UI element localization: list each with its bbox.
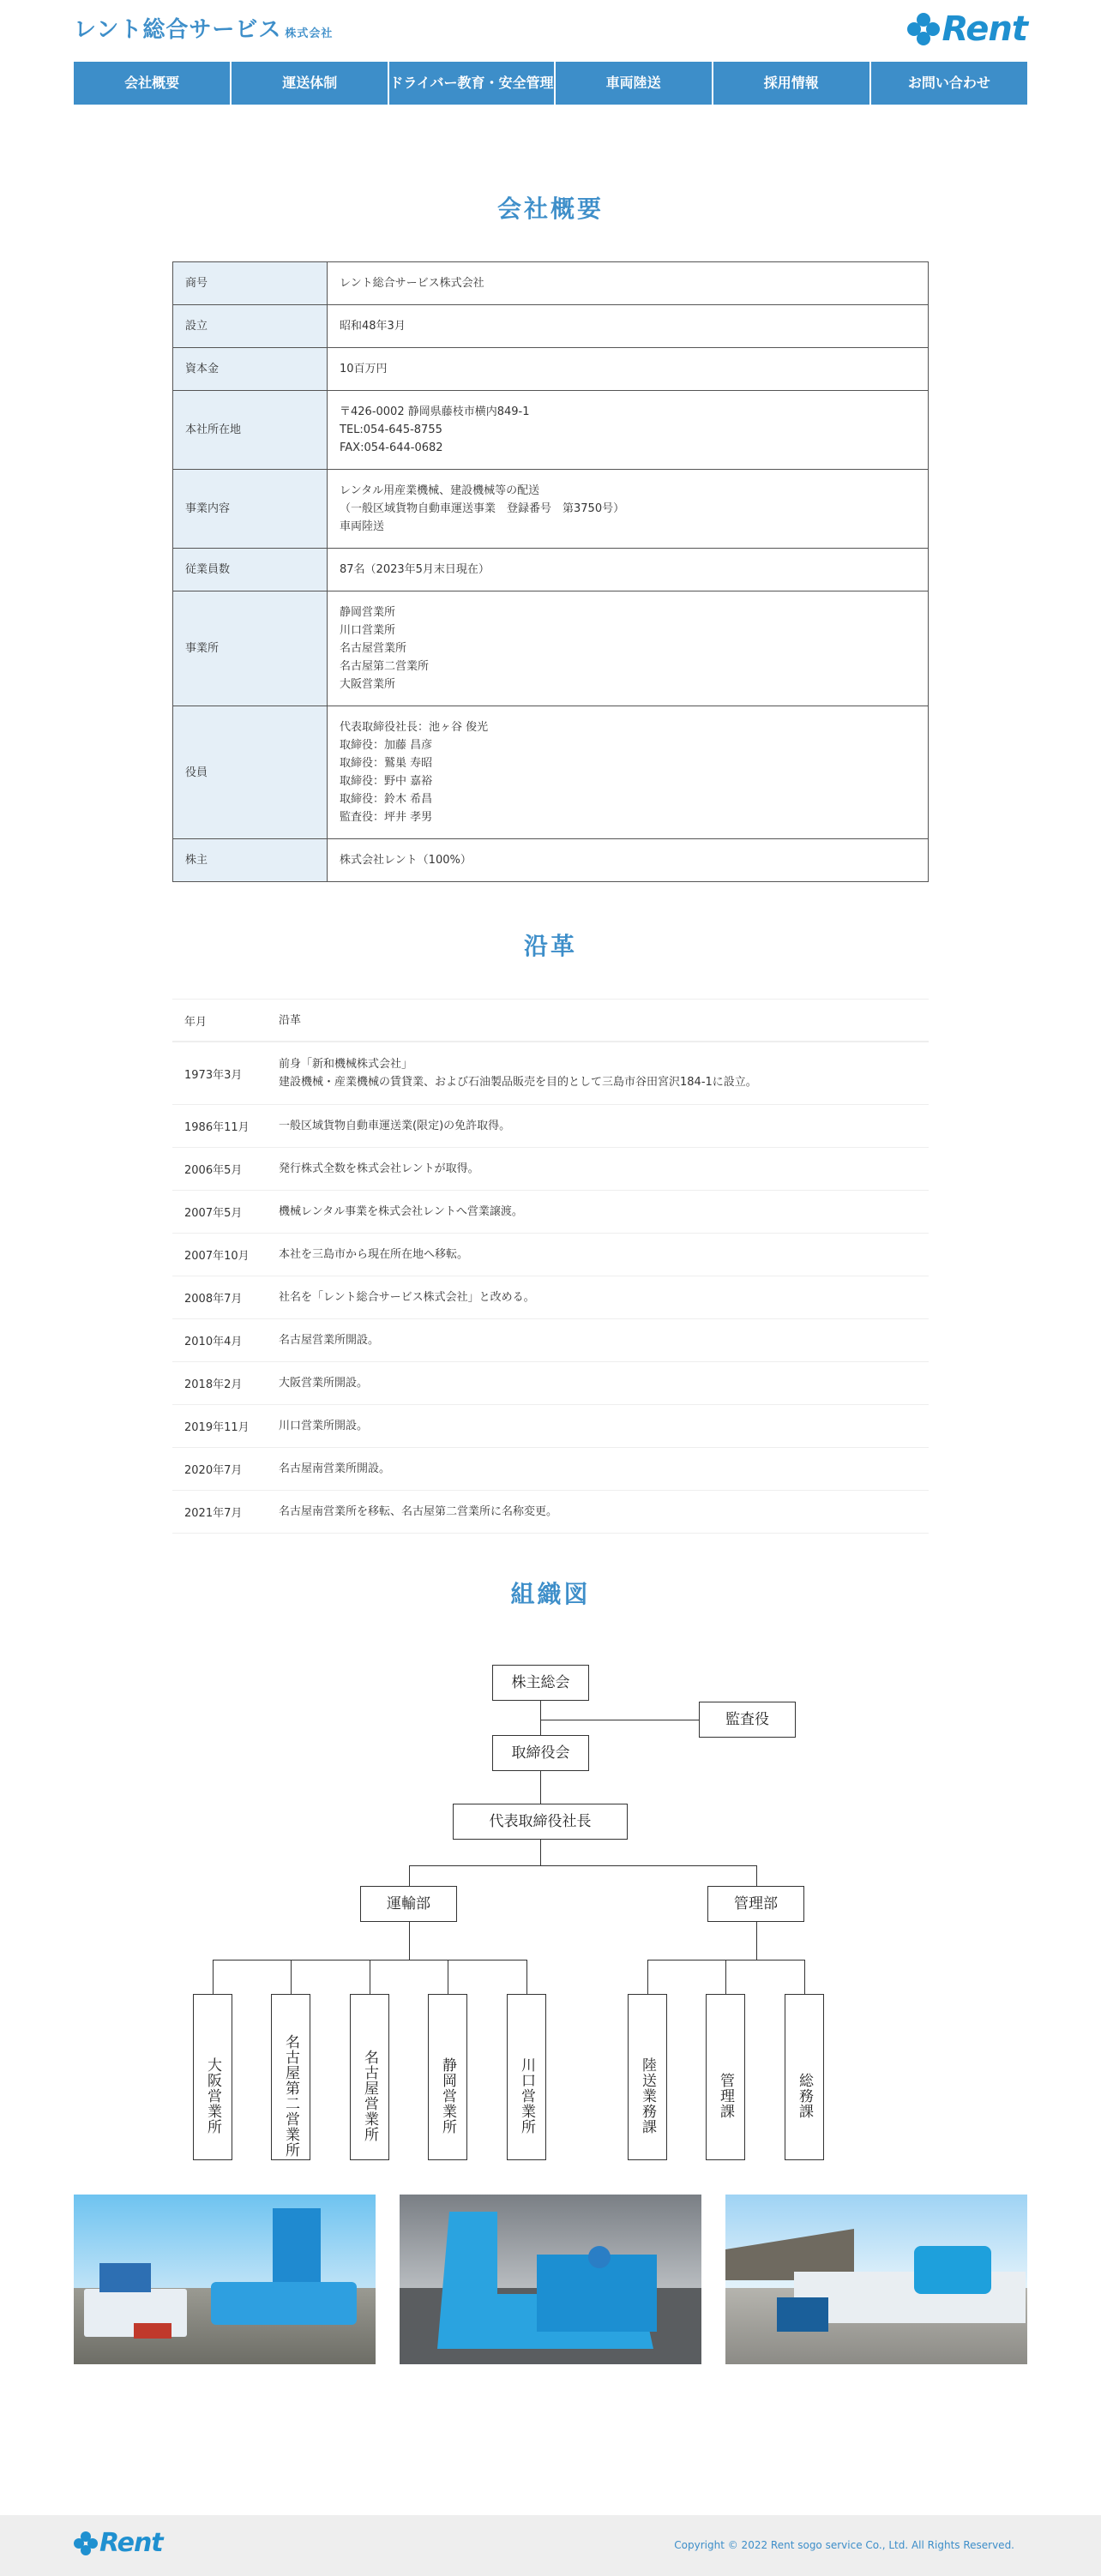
company-row-value-line: 名古屋第二営業所 <box>340 660 430 673</box>
rent-logo[interactable] <box>907 9 1027 49</box>
history-row <box>172 1191 929 1234</box>
company-row-label: 設立 <box>173 305 328 348</box>
company-row-value-line: 87名（2023年5月末日現在） <box>340 563 490 576</box>
company-table <box>172 261 929 882</box>
org-auditor-box: 監査役 <box>699 1702 796 1738</box>
company-row-label: 役員 <box>173 706 328 839</box>
company-row-value-line: 静岡営業所 <box>340 606 396 619</box>
footer-logo[interactable] <box>74 2528 163 2558</box>
history-date: 2010年4月 <box>184 1336 243 1348</box>
history-header-row <box>172 999 929 1042</box>
company-row-value-line: 車両陸送 <box>340 520 385 533</box>
company-row-value-line: 監査役：坪井 孝男 <box>340 811 433 824</box>
history-row <box>172 1105 929 1148</box>
history-date: 1973年3月 <box>184 1068 243 1082</box>
org-transport-dept-box: 運輸部 <box>360 1886 457 1922</box>
company-row-value <box>328 839 929 882</box>
company-row <box>173 391 929 470</box>
clover-logo-icon <box>907 13 940 45</box>
company-row-value-line: 名古屋営業所 <box>340 642 407 655</box>
company-row-value-line: 〒426-0002 静岡県藤枝市横内849-1 <box>340 405 530 418</box>
history-row <box>172 1042 929 1105</box>
history-text-line: 社名を「レント総合サービス株式会社」と改める。 <box>279 1291 535 1304</box>
history-date: 2007年5月 <box>184 1207 243 1220</box>
company-row <box>173 348 929 391</box>
photo-trailer-excavator <box>725 2195 1027 2364</box>
company-row-value-line: 昭和48年3月 <box>340 320 406 333</box>
org-unit-osaka: 大阪営業所 <box>193 1994 232 2160</box>
company-row-value-line: レント総合サービス株式会社 <box>340 277 484 290</box>
photo-gallery <box>74 2195 1027 2364</box>
company-row-value-line: 取締役：鈴木 希昌 <box>340 793 433 806</box>
nav-item-contact[interactable]: お問い合わせ <box>871 62 1027 105</box>
history-text <box>279 1160 929 1178</box>
org-unit-general-affairs-section: 総務課 <box>785 1994 824 2160</box>
main-nav <box>74 62 1027 105</box>
history-date: 2007年10月 <box>184 1250 250 1263</box>
org-unit-kawaguchi: 川口営業所 <box>507 1994 546 2160</box>
org-unit-shizuoka: 静岡営業所 <box>428 1994 467 2160</box>
org-shareholders-box: 株主総会 <box>492 1665 589 1701</box>
history-row <box>172 1234 929 1276</box>
history-text-line: 前身「新和機械株式会社」 <box>279 1058 413 1071</box>
history-row <box>172 1276 929 1319</box>
company-row <box>173 839 929 882</box>
company-row-value-line: 代表取締役社長：池ヶ谷 俊光 <box>340 721 489 734</box>
brand-name-text: レント総合サービス <box>74 17 282 43</box>
history-header-date: 年月 <box>184 1015 208 1029</box>
company-row-value-line: TEL:054-645-8755 <box>340 423 442 436</box>
company-row-value-line: 川口営業所 <box>340 624 396 637</box>
history-date: 2008年7月 <box>184 1293 243 1306</box>
history-row <box>172 1448 929 1491</box>
company-row-label: 事業所 <box>173 591 328 706</box>
org-unit-vehicle-transport-section: 陸送業務課 <box>628 1994 667 2160</box>
history-row <box>172 1319 929 1362</box>
history-header-text: 沿革 <box>279 1013 302 1027</box>
history-text-line: 川口営業所開設。 <box>279 1420 369 1432</box>
history-text <box>279 1288 929 1306</box>
company-row-value-line: レンタル用産業機械、建設機械等の配送 <box>340 484 540 497</box>
logo-text: Rent <box>942 9 1027 49</box>
company-row-value <box>328 591 929 706</box>
history-title: 沿革 <box>523 932 577 960</box>
history-text <box>279 1246 929 1264</box>
company-row-value <box>328 706 929 839</box>
nav-item-driver-safety[interactable]: ドライバー教育・安全管理 <box>389 62 555 105</box>
company-row <box>173 470 929 549</box>
company-row-label: 資本金 <box>173 348 328 391</box>
history-row <box>172 1362 929 1405</box>
org-unit-nagoya: 名古屋営業所 <box>350 1994 389 2160</box>
nav-item-transport[interactable]: 運送体制 <box>232 62 389 105</box>
photo-truck-crane <box>74 2195 376 2364</box>
company-title: 会社概要 <box>496 195 604 223</box>
org-unit-nagoya-second: 名古屋第二営業所 <box>271 1994 310 2160</box>
company-row-label: 株主 <box>173 839 328 882</box>
company-row-label: 事業内容 <box>173 470 328 549</box>
history-date: 2020年7月 <box>184 1464 243 1477</box>
history-date: 2018年2月 <box>184 1378 243 1391</box>
history-text <box>279 1417 929 1435</box>
site-header <box>0 0 1101 60</box>
company-row <box>173 262 929 305</box>
nav-item-recruit[interactable]: 採用情報 <box>713 62 871 105</box>
company-row <box>173 549 929 591</box>
history-text <box>279 1460 929 1478</box>
org-chart <box>0 1629 1101 2186</box>
company-row-value-line: 株式会社レント（100%） <box>340 854 472 867</box>
org-management-dept-box: 管理部 <box>707 1886 804 1922</box>
company-row <box>173 706 929 839</box>
brand-suffix: 株式会社 <box>285 27 334 40</box>
footer-logo-text: Rent <box>99 2528 163 2558</box>
company-row-value-line: 10百万円 <box>340 363 388 375</box>
history-date: 2006年5月 <box>184 1164 243 1177</box>
company-row-label: 本社所在地 <box>173 391 328 470</box>
history-row <box>172 1491 929 1534</box>
history-text <box>279 1055 929 1091</box>
company-row-value-line: （一般区域貨物自動車運送事業 登録番号 第3750号） <box>340 502 625 515</box>
history-text-line: 一般区域貨物自動車運送業(限定)の免許取得。 <box>279 1120 511 1132</box>
company-row-value-line: 取締役：鷲巣 寿昭 <box>340 757 433 770</box>
nav-item-vehicle-transport[interactable]: 車両陸送 <box>556 62 713 105</box>
company-row <box>173 591 929 706</box>
company-row <box>173 305 929 348</box>
company-row-value-line: FAX:054-644-0682 <box>340 441 443 454</box>
nav-item-company[interactable]: 会社概要 <box>74 62 232 105</box>
copyright-text: Copyright © 2022 Rent sogo service Co., Ltd. All Rights Reserved. <box>674 2539 1014 2551</box>
company-row-value <box>328 348 929 391</box>
history-text-line: 本社を三島市から現在所在地へ移転。 <box>279 1248 469 1261</box>
company-row-value-line: 大阪営業所 <box>340 678 396 691</box>
company-row-value <box>328 470 929 549</box>
history-text <box>279 1374 929 1392</box>
history-text <box>279 1203 929 1221</box>
company-row-label: 商号 <box>173 262 328 305</box>
photo-forklift-operator <box>400 2195 701 2364</box>
history-text-line: 名古屋南営業所開設。 <box>279 1462 391 1475</box>
history-text-line: 機械レンタル事業を株式会社レントへ営業譲渡。 <box>279 1205 523 1218</box>
history-text <box>279 1331 929 1349</box>
company-row-value <box>328 391 929 470</box>
history-table <box>172 999 929 1534</box>
company-row-value <box>328 262 929 305</box>
history-text-line: 建設機械・産業機械の賃貸業、および石油製品販売を目的として三島市谷田宮沢184-1に設立。 <box>279 1076 757 1089</box>
history-text-line: 名古屋営業所開設。 <box>279 1334 380 1347</box>
history-date: 1986年11月 <box>184 1121 250 1134</box>
clover-logo-icon <box>74 2531 98 2555</box>
company-row-value-line: 取締役：加藤 昌彦 <box>340 739 433 752</box>
company-row-label: 従業員数 <box>173 549 328 591</box>
history-text-line: 名古屋南営業所を移転、名古屋第二営業所に名称変更。 <box>279 1505 558 1518</box>
history-text <box>279 1503 929 1521</box>
brand-name[interactable] <box>74 12 333 44</box>
company-row-value-line: 取締役：野中 嘉裕 <box>340 775 433 788</box>
history-date: 2019年11月 <box>184 1421 250 1434</box>
history-text <box>279 1117 929 1135</box>
org-unit-management-section: 管理課 <box>706 1994 745 2160</box>
history-date: 2021年7月 <box>184 1507 243 1520</box>
org-board-box: 取締役会 <box>492 1735 589 1771</box>
company-row-value <box>328 549 929 591</box>
history-text-line: 大阪営業所開設。 <box>279 1377 369 1390</box>
history-text-line: 発行株式全数を株式会社レントが取得。 <box>279 1162 479 1175</box>
company-row-value <box>328 305 929 348</box>
site-footer <box>0 2515 1101 2576</box>
history-row <box>172 1148 929 1191</box>
org-title: 組織図 <box>510 1580 591 1608</box>
history-row <box>172 1405 929 1448</box>
org-president-box: 代表取締役社長 <box>453 1804 628 1840</box>
